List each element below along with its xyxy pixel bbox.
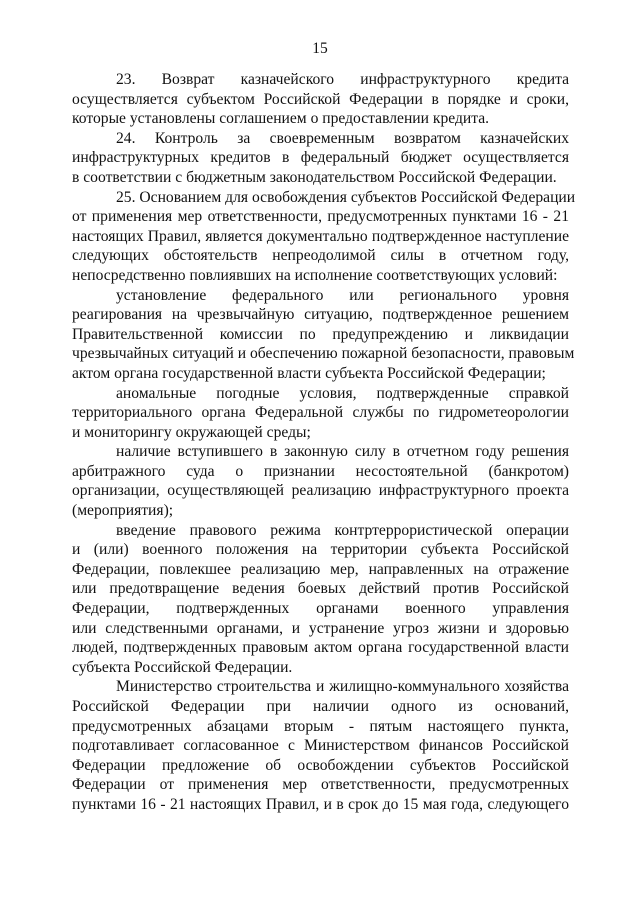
document-body (72, 70, 576, 815)
page-number: 15 (312, 40, 328, 57)
text-line: от применения мер ответственности, предусмотренных пунктами 16 - 21 (72, 208, 569, 226)
text-line: реагирования на чрезвычайную ситуацию, подтвержденное решением (72, 306, 569, 324)
text-line: 24. Контроль за своевременным возвратом казначейских (116, 129, 569, 147)
text-line: Федерации от применения мер ответственности, предусмотренных (72, 776, 569, 794)
text-line: Российской Федерации при наличии одного из оснований, (72, 698, 569, 715)
text-line: Федерации, подтвержденных органами военного управления (72, 600, 569, 618)
text-line: осуществляется субъектом Российской Федерации в порядке и сроки, (72, 90, 569, 108)
text-line: 23. Возврат казначейского инфраструктурного кредита (116, 71, 569, 88)
text-line: организации, осуществляющей реализацию инфраструктурного проекта (72, 482, 569, 500)
text-line: настоящих Правил, является документально подтвержденное наступление (72, 227, 569, 245)
text-line: территориального органа Федеральной службы по гидрометеорологии (72, 404, 569, 422)
text-line: установление федерального или регионального уровня (116, 286, 569, 304)
text-line: аномальные погодные условия, подтвержденные справкой (116, 384, 569, 402)
text-line: и (или) военного положения на территории субъекта Российской (72, 541, 569, 559)
text-line: введение правового режима контртеррористической операции (116, 521, 569, 539)
text-line: чрезвычайных ситуаций и обеспечению пожарной безопасности, правовым (72, 345, 575, 363)
text-line: Министерство строительства и жилищно-коммунального хозяйства (116, 678, 569, 696)
text-line: субъекта Российской Федерации. (72, 658, 293, 676)
text-line: непосредственно повлиявших на исполнение соответствующих условий: (72, 266, 558, 284)
text-line: наличие вступившего в законную силу в отчетном году решения (116, 443, 569, 461)
text-line: или следственными органами, и устранение угроз жизни и здоровью (72, 619, 569, 637)
text-line: предусмотренных абзацами вторым - пятым настоящего пункта, (72, 717, 569, 735)
text-line: актом органа государственной власти субъекта Российской Федерации; (72, 364, 546, 382)
text-line: которые установлены соглашением о предоставлении кредита. (72, 110, 490, 128)
text-line: и мониторингу окружающей среды; (72, 423, 311, 441)
text-line: Федерации, повлекшее реализацию мер, направленных на отражение (72, 560, 569, 578)
text-line: или предотвращение ведения боевых действий против Российской (72, 580, 569, 598)
text-line: в соответствии с бюджетным законодательством Российской Федерации. (72, 168, 557, 186)
text-line: 25. Основанием для освобождения субъектов Российской Федерации (116, 188, 576, 206)
text-line: людей, подтвержденных правовым актом органа государственной власти (72, 639, 569, 657)
text-line: инфраструктурных кредитов в федеральный бюджет осуществляется (72, 149, 569, 167)
text-line: Федерации предложение об освобождении субъектов Российской (72, 756, 569, 774)
text-line: (мероприятия); (72, 502, 174, 520)
text-line: арбитражного суда о признании несостоятельной (банкротом) (72, 462, 569, 480)
text-line: следующих обстоятельств непреодолимой силы в отчетном году, (72, 247, 569, 265)
text-line: пунктами 16 - 21 настоящих Правил, и в срок до 15 мая года, следующего (72, 795, 569, 813)
text-line: подготавливает согласованное с Министерством финансов Российской (72, 737, 569, 755)
text-line: Правительственной комиссии по предупреждению и ликвидации (72, 325, 569, 343)
